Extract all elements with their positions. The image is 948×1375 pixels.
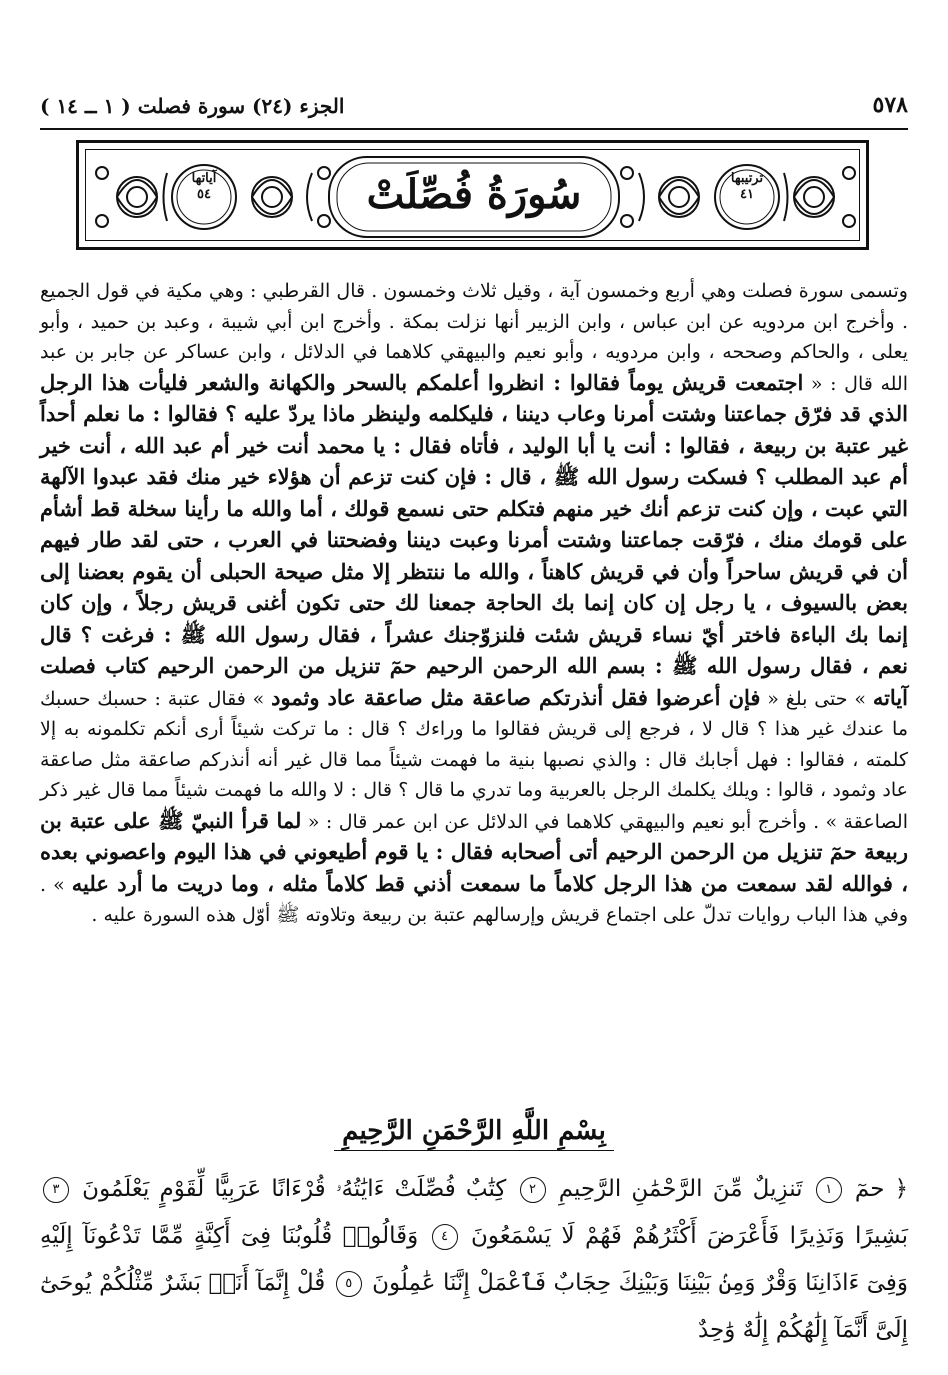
intro-paragraph bbox=[40, 276, 908, 931]
running-title: الجزء (٢٤) سورة فصلت ( ١ ــ ١٤ ) bbox=[40, 94, 345, 118]
intro-text-4: » . وفي هذا الباب روايات تدلّ على اجتماع قريش وإرسالهم عتبة بن ربيعة وتلاوته ﷺ أوّل هذه السورة عليه . bbox=[40, 873, 908, 926]
hadith-quote-1: اجتمعت قريش يوماً فقالوا : انظروا أعلمكم بالسحر والكهانة والشعر فليأت هذا الرجل الذي قد فرّق جماعتنا وشتت أمرنا وعاب ديننا ، فليكلمه ولينظر ماذا يردّ عليه ؟ فقالوا : ما نعلم أحداً غير عتبة بن ربيعة ، فقالوا : أنت يا أبا الوليد ، فأتاه فقال : يا محمد أنت خير أم عبد الله ، أنت خير أم عبد المطلب ؟ فسكت رسول الله ﷺ ، قال : فإن كنت تزعم أن هؤلاء خير منك فقد عبدوا الآلهة التي عبت ، وإن كنت تزعم أنك خير منهم فتكلم حتى نسمع قولك ، أما والله ما رأينا سخلة قط أشأم على قومك منك ، فرّقت جماعتنا وشتت أمرنا وعبت ديننا وفضحتنا في العرب ، حتى لقد طار فيهم أن في قريش ساحراً وأن في قريش كاهناً ، والله ما ننتظر إلا مثل صيحة الحبلى أن يقوم بعضنا إلى بعض بالسيوف ، يا رجل إن كان إنما بك الحاجة جمعنا لك حتى تكون أغنى قريش رجلاً ، وإن كان إنما بك الباءة فاختر أيّ نساء قريش شئت فلنزوّجنك عشراً ، فقال رسول الله ﷺ : فرغت ؟ قال نعم ، فقال رسول الله ﷺ : بسم الله الرحمن الرحيم حمٓ تنزيل من الرحمن الرحيم كتاب فصلت آياته bbox=[40, 369, 909, 710]
intro-text-2: » حتى بلغ « bbox=[767, 687, 866, 710]
verses-label: آياتها bbox=[191, 171, 217, 186]
verse-1: حمٓ bbox=[854, 1176, 885, 1202]
introduction-text bbox=[40, 276, 908, 931]
verses-value: ٥٤ bbox=[197, 187, 211, 202]
surah-order-medallion bbox=[717, 171, 777, 203]
hadith-quote-2: لما قرأ النبيّ ﷺ على عتبة بن ربيعة حمٓ تنزيل من الرحمن الرحيم أتى أصحابه فقال : يا قوم أطيعوني في هذا اليوم واعصوني بعده ، فوالله لقد سمعت من هذا الرجل كلاماً ما سمعت أذني قط كلاماً مثله ، وما دريت ما أرد عليه bbox=[40, 807, 908, 896]
surah-title-frame bbox=[76, 140, 869, 250]
surah-verses-medallion bbox=[174, 171, 234, 203]
ayah-number-marker: ٣ bbox=[43, 1177, 69, 1203]
opening-bracket: ﴿ bbox=[894, 1176, 909, 1202]
ayah-number-marker: ٤ bbox=[432, 1224, 458, 1250]
verse-5: وَقَالُوا۟ قُلُوبُنَا فِىٓ أَكِنَّةٍ مِّمَّا تَدْعُونَآ إِلَيْهِ وَفِىٓ ءَاذَانِنَا وَقْرٌ وَمِنۢ بَيْنِنَا وَبَيْنِكَ حِجَابٌ فَٱعْمَلْ إِنَّنَا عَٰمِلُونَ bbox=[40, 1223, 908, 1296]
intro-text-1: وتسمى سورة فصلت وهي أربع وخمسون آية ، وقيل ثلاث وخمسون . قال القرطبي : وهي مكية في قول الجميع . وأخرج ابن مردويه عن ابن عباس ، وابن الزبير أنها نزلت بمكة . وأخرج ابن أبي شيبة ، وعبد بن حميد ، وأبو يعلى ، والحاكم وصححه ، وابن مردويه ، وأبو نعيم والبيهقي كلاهما في الدلائل ، وابن عساكر عن جابر بن عبد الله قال : « bbox=[40, 280, 908, 395]
basmala-underline bbox=[334, 1150, 614, 1151]
ayah-number-marker: ٥ bbox=[336, 1271, 362, 1297]
ayah-number-marker: ١ bbox=[816, 1177, 842, 1203]
verse-quote: فإن أعرضوا فقل أنذرتكم صاعقة مثل صاعقة عاد وثمود bbox=[271, 684, 761, 710]
verse-2: تَنزِيلٌ مِّنَ الرَّحْمَٰنِ الرَّحِيمِ bbox=[558, 1176, 803, 1202]
verse-3: كِتَٰبٌ فُصِّلَتْ ءَايَٰتُهُۥ قُرْءَانًا عَرَبِيًّا لِّقَوْمٍ يَعْلَمُونَ bbox=[82, 1176, 507, 1202]
order-value: ٤١ bbox=[740, 187, 754, 202]
order-label: ترتيبها bbox=[730, 171, 764, 186]
page-number: ٥٧٨ bbox=[872, 92, 908, 118]
intro-text-3: » فقال عتبة : حسبك حسبك ما عندك غير هذا ؟ قال لا ، فرجع إلى قريش فقالوا ما وراءك ؟ قال : ما تركت شيئاً أرى أنكم تكلمونه به إلا كلمته ، فقالوا : فهل أجابك قال : والذي نصبها بنية ما فهمت شيئاً مما قال غير أنه أنذركم صاعقة مثل صاعقة عاد وثمود ، قالوا : ويلك يكلمك الرجل بالعربية وما تدري ما قال ؟ قال : لا والله ما فهمت شيئاً مما قال غير ذكر الصاعقة » . وأخرج أبو نعيم والبيهقي كلاهما في الدلائل عن ابن عمر قال : « bbox=[40, 687, 909, 833]
surah-name: سُورَةُ فُصِّلَتْ bbox=[366, 171, 582, 218]
basmala: بِسْمِ اللَّهِ الرَّحْمَنِ الرَّحِيمِ bbox=[342, 1116, 606, 1146]
running-header bbox=[40, 92, 908, 122]
verse-4: بَشِيرًا وَنَذِيرًا فَأَعْرَضَ أَكْثَرُهُمْ فَهُمْ لَا يَسْمَعُونَ bbox=[471, 1223, 909, 1249]
header-rule bbox=[40, 128, 908, 130]
quran-verses bbox=[40, 1166, 908, 1354]
ayah-number-marker: ٢ bbox=[520, 1177, 546, 1203]
verse-6: قُلْ إِنَّمَآ أَنَا۠ بَشَرٌ مِّثْلُكُمْ يُوحَىٰٓ إِلَىَّ أَنَّمَآ إِلَٰهُكُمْ إِلَٰهٌ وَٰحِدٌ bbox=[40, 1270, 908, 1343]
